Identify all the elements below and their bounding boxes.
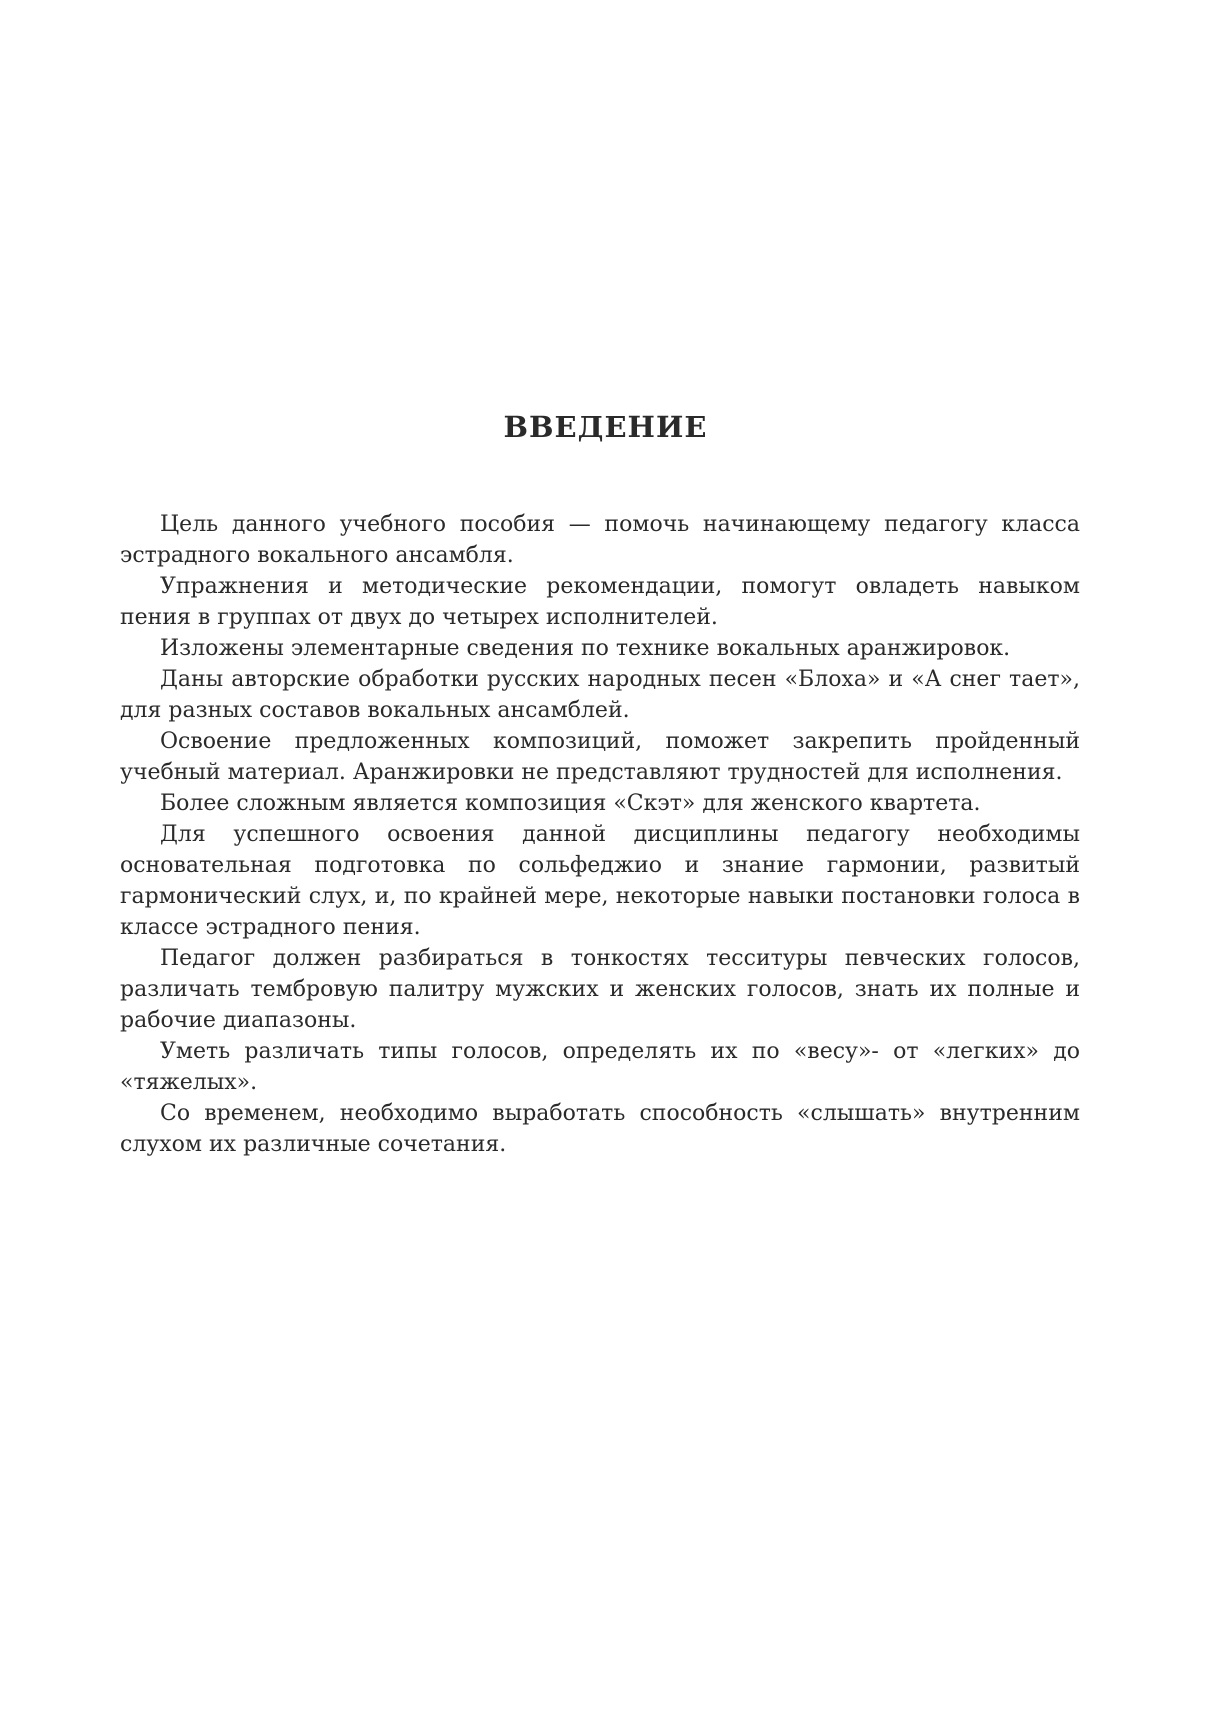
page-title: ВВЕДЕНИЕ	[503, 410, 708, 444]
introduction-body	[120, 509, 1080, 1160]
paragraph: Для успешного освоения данной дисциплины педагогу необходимы основательная подготовка по сольфеджио и знание гармонии, развитый гармонический слух, и, по крайней мере, некоторые навыки постановки голоса в классе эстрадного пения.	[120, 822, 1080, 940]
paragraph: Изложены элементарные сведения по технике вокальных аранжировок.	[160, 636, 1011, 661]
paragraph: Упражнения и методические рекомендации, помогут овладеть навыком пения в группах от двух до четырех исполнителей.	[120, 574, 1080, 630]
paragraph: Со временем, необходимо выработать способность «слышать» внутренним слухом их различные сочетания.	[120, 1101, 1080, 1157]
paragraph: Даны авторские обработки русских народных песен «Блоха» и «А снег тает», для разных составов вокальных ансамблей.	[120, 667, 1080, 723]
paragraph: Цель данного учебного пособия — помочь начинающему педагогу класса эстрадного вокального ансамбля.	[120, 512, 1080, 568]
paragraph: Более сложным является композиция «Скэт» для женского квартета.	[160, 791, 981, 816]
paragraph: Педагог должен разбираться в тонкостях тесситуры певческих голосов, различать тембровую палитру мужских и женских голосов, знать их полные и рабочие диапазоны.	[120, 946, 1080, 1033]
paragraph: Уметь различать типы голосов, определять их по «весу»- от «легких» до «тяжелых».	[120, 1039, 1080, 1095]
paragraph: Освоение предложенных композиций, поможет закрепить пройденный учебный материал. Аранжировки не представляют трудностей для исполнения.	[120, 729, 1080, 785]
